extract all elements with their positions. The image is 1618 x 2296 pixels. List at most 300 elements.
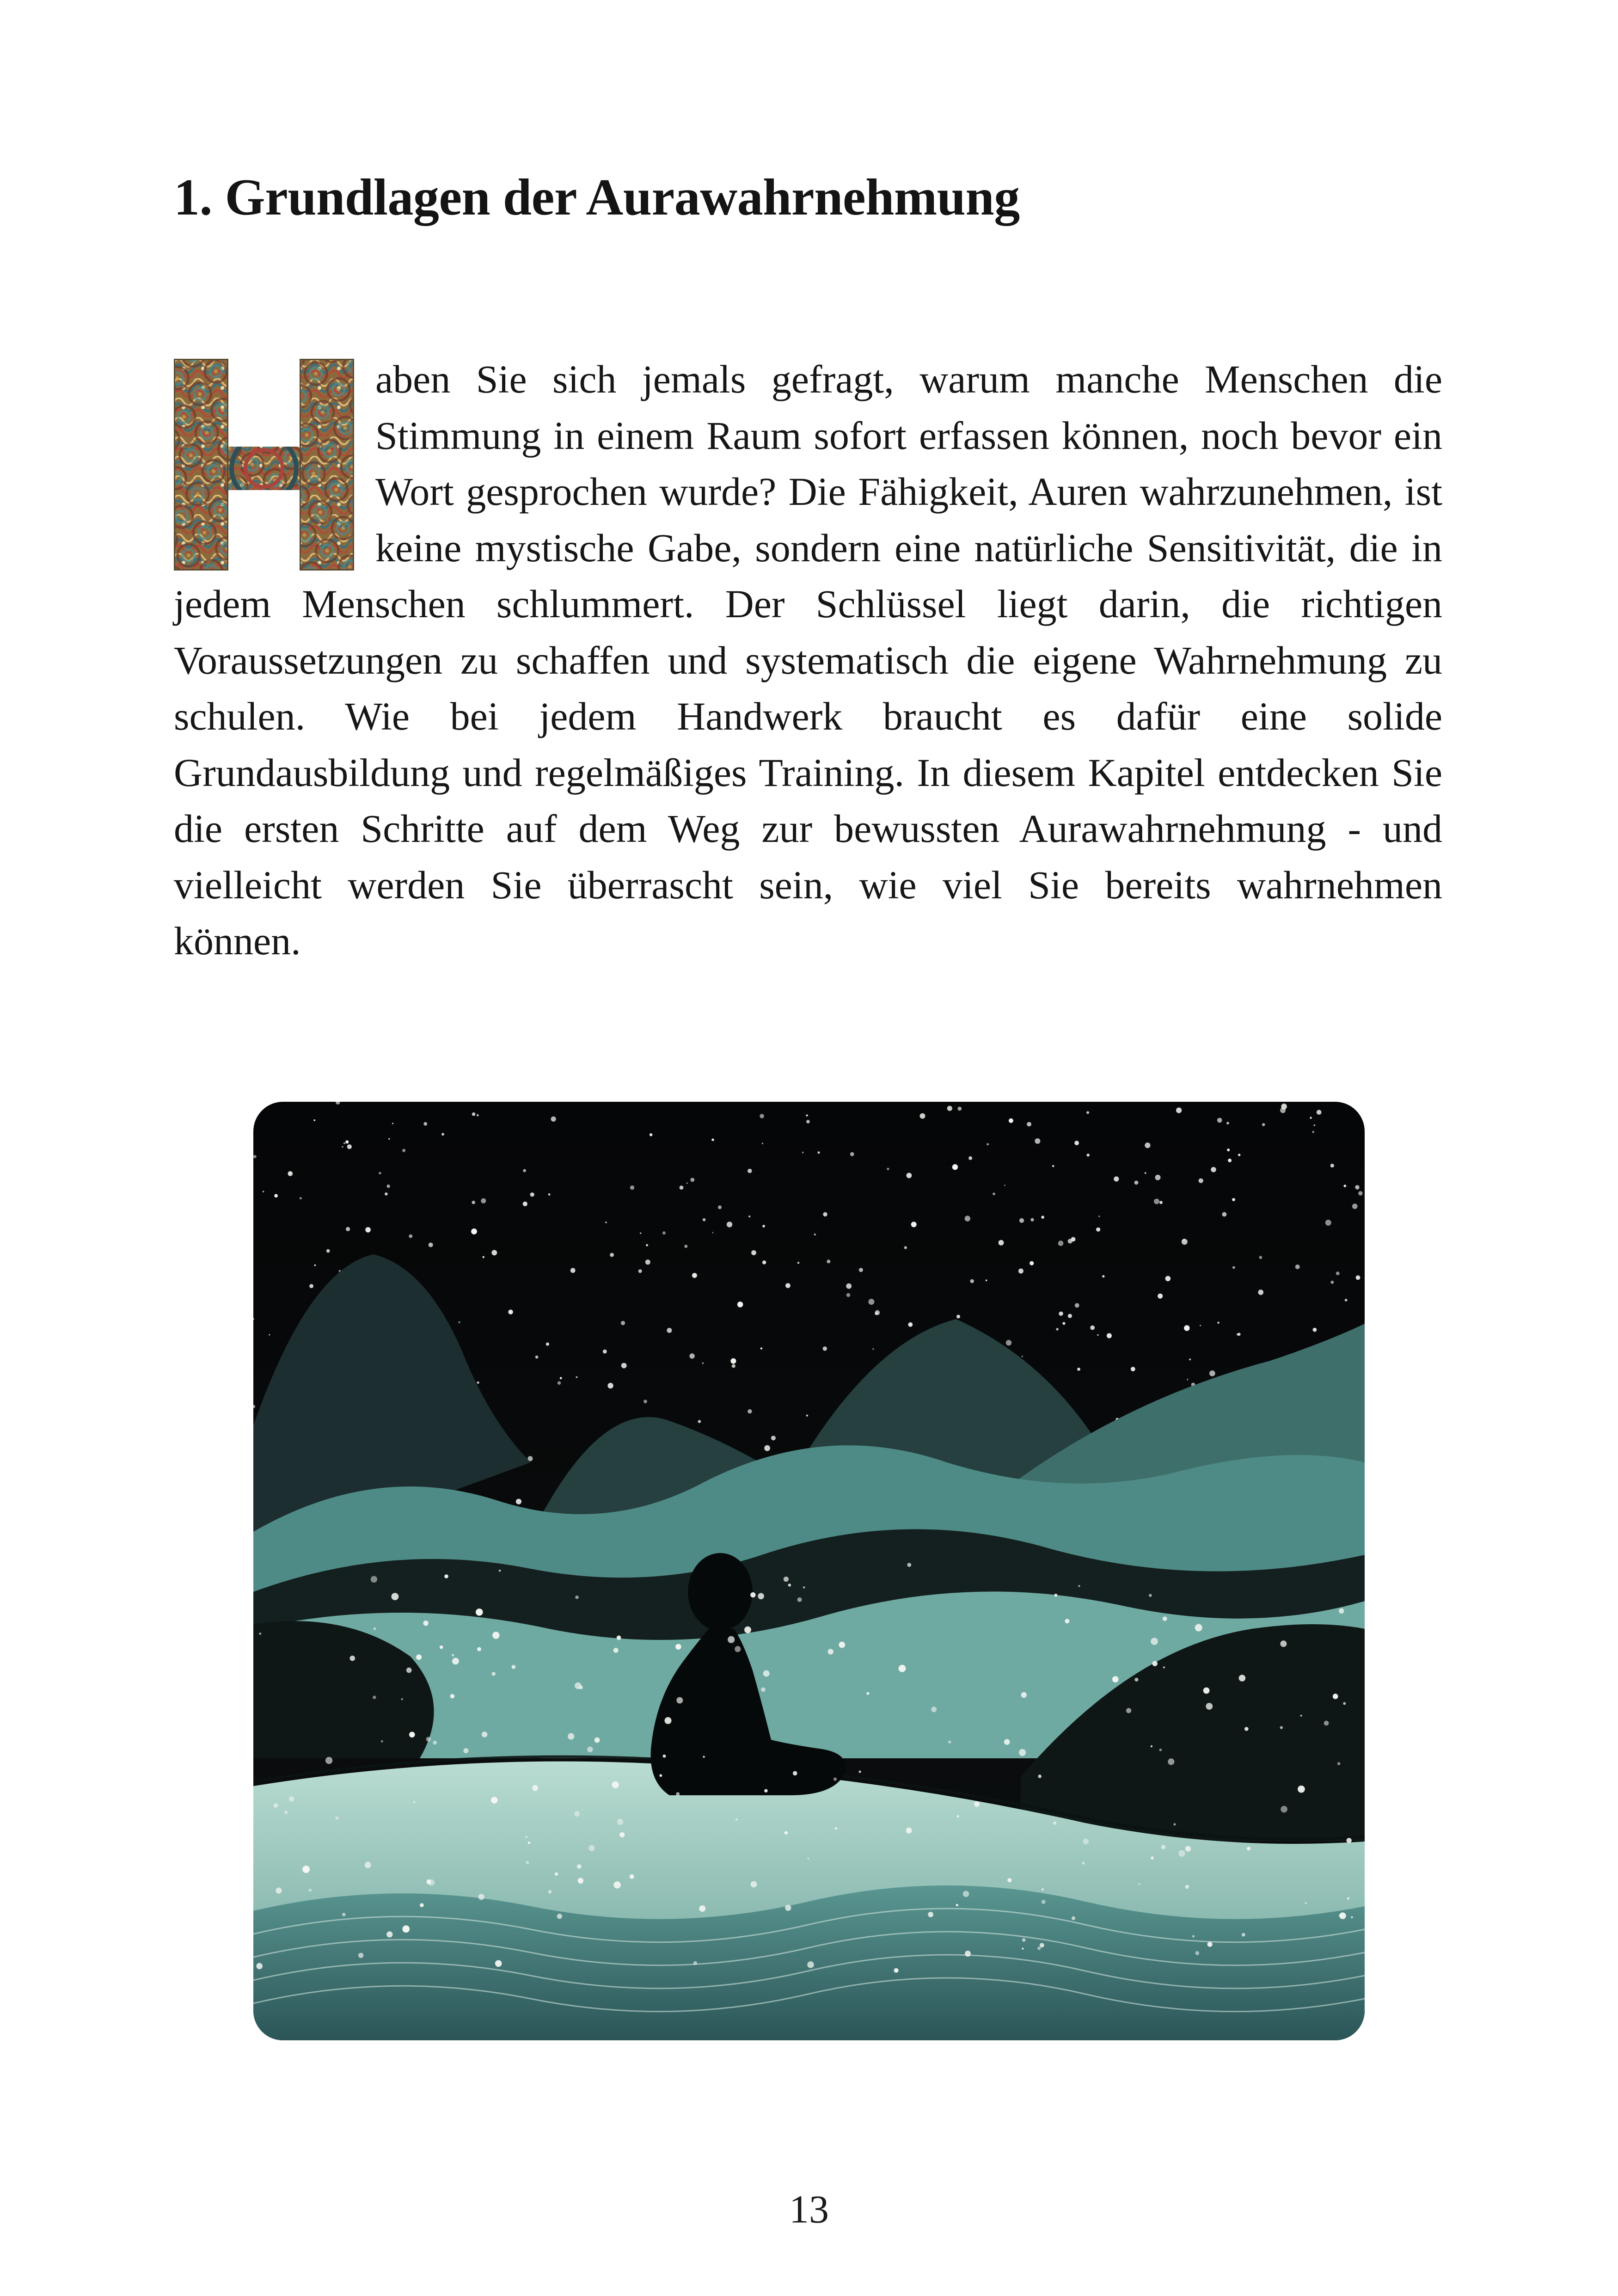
sparkle bbox=[491, 1797, 497, 1803]
star bbox=[342, 1146, 343, 1148]
star bbox=[1059, 1312, 1063, 1316]
star bbox=[771, 1436, 776, 1440]
sparkle bbox=[374, 1627, 376, 1630]
star bbox=[1211, 1167, 1216, 1172]
star bbox=[402, 1149, 405, 1152]
sparkle bbox=[1078, 1585, 1080, 1587]
star bbox=[1313, 1328, 1317, 1332]
star bbox=[603, 1350, 607, 1354]
star bbox=[692, 1273, 697, 1278]
sparkle bbox=[1161, 1845, 1165, 1849]
star bbox=[662, 1231, 666, 1234]
star bbox=[1041, 1216, 1044, 1219]
sparkle bbox=[676, 1697, 683, 1704]
sparkle bbox=[276, 1888, 282, 1894]
sparkle bbox=[365, 1862, 371, 1868]
sparkle bbox=[1151, 1638, 1158, 1645]
star bbox=[1165, 1276, 1171, 1282]
star bbox=[999, 1240, 1004, 1246]
sparkle bbox=[906, 1828, 912, 1834]
star bbox=[806, 1114, 808, 1116]
sparkle bbox=[492, 1672, 496, 1676]
sparkle bbox=[1207, 1942, 1213, 1947]
sparkle bbox=[381, 1740, 383, 1743]
star bbox=[1344, 1185, 1347, 1187]
sparkle bbox=[866, 1692, 869, 1695]
sparkle bbox=[1126, 1708, 1131, 1713]
star bbox=[1295, 1265, 1300, 1269]
sparkle bbox=[350, 1656, 355, 1661]
star bbox=[1145, 1142, 1150, 1148]
star bbox=[868, 1299, 874, 1305]
star bbox=[748, 1216, 750, 1217]
star bbox=[748, 1409, 752, 1413]
sparkle bbox=[302, 1866, 310, 1873]
star bbox=[797, 1262, 800, 1264]
sparkle bbox=[433, 1741, 437, 1745]
star bbox=[712, 1232, 713, 1234]
star bbox=[711, 1139, 714, 1141]
star bbox=[1232, 1266, 1235, 1269]
sparkle bbox=[1185, 1885, 1189, 1889]
star bbox=[388, 1138, 390, 1140]
sparkle bbox=[1082, 1862, 1085, 1865]
star bbox=[1102, 1275, 1104, 1277]
sparkle bbox=[476, 1608, 483, 1616]
sparkle bbox=[1022, 1948, 1024, 1950]
sparkle bbox=[1347, 1838, 1352, 1843]
sparkle bbox=[482, 1731, 487, 1737]
star bbox=[558, 1381, 561, 1385]
sparkle bbox=[1037, 1946, 1041, 1950]
sparkle bbox=[1083, 1839, 1089, 1845]
sparkle bbox=[335, 1817, 338, 1820]
star bbox=[326, 1249, 330, 1253]
sparkle bbox=[1168, 1758, 1174, 1765]
sparkle bbox=[839, 1642, 846, 1648]
star bbox=[346, 1227, 350, 1231]
star bbox=[1237, 1333, 1239, 1336]
star bbox=[1356, 1275, 1361, 1280]
star bbox=[1228, 1159, 1232, 1162]
sparkle bbox=[1239, 1675, 1246, 1682]
star bbox=[1159, 1201, 1163, 1204]
star bbox=[1154, 1199, 1159, 1204]
star bbox=[908, 1322, 913, 1327]
intro-paragraph: aben Sie sich jemals gefragt, warum manche Menschen die Stimmung in einem Raum sofort erfassen können, noch bevor ein Wort gesprochen wurde? Die Fähigkeit, Auren wahrzunehmen, ist keine mystische Gabe, sondern eine natürliche Sensitivität, die in jedem Menschen schlummert. Der Schlüssel liegt darin, die richtigen Voraussetzungen zu schaffen und systematisch die eigene Wahrnehmung zu schulen. Wie bei jedem Handwerk braucht es dafür eine solide Grundausbildung und regelmäßiges Training. In diesem Kapitel entdecken Sie die ersten Schritte auf dem Weg zur bewussten Aurawahrnehmung - und vielleicht werden Sie überrascht sein, wie viel Sie bereits wahrnehmen können. bbox=[174, 357, 1442, 963]
sparkle bbox=[548, 1890, 552, 1893]
sparkle bbox=[450, 1694, 455, 1699]
star bbox=[1158, 1294, 1163, 1299]
star bbox=[274, 1194, 278, 1198]
sparkle bbox=[1054, 1594, 1058, 1597]
ornamental-drop-cap bbox=[174, 359, 354, 571]
star bbox=[764, 1445, 770, 1451]
sparkle bbox=[764, 1789, 767, 1793]
sparkle bbox=[612, 1781, 619, 1788]
sparkle bbox=[386, 1931, 392, 1937]
star bbox=[576, 1376, 578, 1378]
star bbox=[523, 1202, 527, 1206]
star bbox=[548, 1193, 551, 1196]
star bbox=[1325, 1220, 1331, 1226]
sparkle bbox=[1004, 1739, 1010, 1745]
star bbox=[1097, 1334, 1098, 1336]
star bbox=[956, 1315, 960, 1319]
star bbox=[986, 1279, 987, 1281]
star bbox=[645, 1259, 650, 1265]
star bbox=[1077, 1368, 1080, 1371]
star bbox=[1027, 1122, 1031, 1127]
star bbox=[846, 1283, 852, 1289]
sparkle bbox=[1065, 1619, 1070, 1623]
star bbox=[1336, 1271, 1340, 1275]
sparkle bbox=[1195, 1951, 1199, 1955]
star bbox=[640, 1233, 641, 1234]
sparkle bbox=[342, 1913, 346, 1916]
star bbox=[1330, 1281, 1334, 1284]
star bbox=[1227, 1148, 1230, 1151]
sparkle bbox=[750, 1592, 755, 1597]
sparkle bbox=[420, 1903, 424, 1907]
sparkle bbox=[613, 1881, 620, 1888]
sparkle bbox=[931, 1707, 937, 1712]
star bbox=[1232, 1198, 1235, 1201]
star bbox=[1052, 1165, 1054, 1167]
sparkle bbox=[663, 1755, 666, 1758]
sparkle bbox=[907, 1563, 911, 1567]
star bbox=[535, 1356, 539, 1359]
star bbox=[269, 1334, 270, 1336]
sparkle bbox=[735, 1818, 737, 1820]
sparkle bbox=[1339, 1608, 1344, 1614]
star bbox=[698, 1420, 701, 1423]
star bbox=[1176, 1107, 1182, 1113]
star bbox=[477, 1114, 479, 1117]
star bbox=[1090, 1326, 1095, 1330]
sparkle bbox=[452, 1654, 454, 1657]
star bbox=[911, 1222, 917, 1227]
star bbox=[1006, 1340, 1011, 1345]
sparkle bbox=[788, 1584, 791, 1586]
page-number: 13 bbox=[789, 2187, 829, 2231]
sparkle bbox=[577, 1864, 582, 1869]
star bbox=[347, 1144, 352, 1149]
star bbox=[1004, 1185, 1005, 1186]
sparkle bbox=[797, 1597, 802, 1602]
sparkle bbox=[784, 1577, 789, 1582]
sparkle bbox=[699, 1905, 705, 1912]
sparkle bbox=[619, 1832, 625, 1837]
sparkle bbox=[1203, 1688, 1210, 1694]
star bbox=[1022, 1356, 1023, 1357]
star bbox=[748, 1169, 752, 1173]
sparkle bbox=[1042, 1900, 1046, 1904]
sparkle bbox=[512, 1665, 516, 1669]
sparkle bbox=[1280, 1640, 1287, 1647]
sparkle bbox=[1022, 1938, 1026, 1942]
star bbox=[1313, 1124, 1315, 1126]
sparkle bbox=[578, 1878, 584, 1884]
star bbox=[605, 1222, 607, 1223]
star bbox=[516, 1499, 521, 1504]
star bbox=[732, 1364, 735, 1368]
sparkle bbox=[1151, 1856, 1154, 1860]
sparkle bbox=[1351, 1916, 1353, 1918]
sparkle bbox=[440, 1645, 443, 1649]
star bbox=[993, 1192, 995, 1195]
sparkle bbox=[1053, 1822, 1056, 1825]
sparkle bbox=[1134, 1678, 1138, 1682]
star bbox=[689, 1353, 694, 1358]
sparkle bbox=[948, 1741, 951, 1743]
chapter-heading: 1. Grundlagen der Aurawahrnehmung bbox=[174, 169, 1020, 226]
sparkle bbox=[1324, 1721, 1329, 1726]
sparkle bbox=[703, 1756, 705, 1758]
star bbox=[1310, 1117, 1312, 1119]
sparkle bbox=[807, 1961, 814, 1968]
sparkle bbox=[1339, 1914, 1342, 1917]
star bbox=[300, 1197, 302, 1199]
star bbox=[958, 1107, 962, 1111]
star bbox=[859, 1268, 863, 1272]
sparkle bbox=[428, 1879, 435, 1886]
star bbox=[730, 1358, 736, 1364]
sparkle bbox=[371, 1576, 377, 1583]
star bbox=[472, 1112, 476, 1116]
star bbox=[1096, 1228, 1100, 1232]
star bbox=[607, 1383, 613, 1388]
star bbox=[491, 1250, 497, 1256]
star bbox=[313, 1119, 315, 1121]
sparkle bbox=[894, 1968, 899, 1973]
star bbox=[570, 1268, 576, 1273]
sparkle bbox=[957, 1815, 959, 1817]
star bbox=[630, 1185, 634, 1190]
sparkle bbox=[808, 1858, 809, 1860]
sparkle bbox=[413, 1801, 416, 1804]
sparkle bbox=[423, 1621, 428, 1626]
sparkle bbox=[358, 1953, 363, 1958]
sparkle bbox=[675, 1644, 681, 1650]
sparkle bbox=[499, 1570, 501, 1572]
star bbox=[762, 1260, 766, 1264]
star bbox=[253, 1155, 257, 1158]
meditation-landscape-illustration bbox=[253, 1102, 1365, 2040]
star bbox=[802, 1152, 804, 1154]
sparkle bbox=[1042, 1888, 1044, 1891]
sparkle bbox=[974, 1801, 980, 1807]
sparkle bbox=[409, 1732, 415, 1738]
star bbox=[952, 1164, 958, 1170]
sparkle bbox=[793, 1771, 797, 1776]
sparkle bbox=[587, 1747, 593, 1752]
star bbox=[817, 1151, 820, 1154]
sparkle bbox=[289, 1796, 294, 1801]
sparkle bbox=[758, 1593, 764, 1600]
sparkle bbox=[594, 1737, 600, 1743]
star bbox=[1222, 1212, 1227, 1217]
sparkle bbox=[617, 1819, 623, 1825]
star bbox=[823, 1212, 827, 1216]
sparkle bbox=[728, 1636, 735, 1643]
sparkle bbox=[1337, 1762, 1341, 1765]
sparkle bbox=[676, 1792, 680, 1796]
star bbox=[1184, 1325, 1189, 1331]
sparkle bbox=[1195, 1624, 1202, 1632]
star bbox=[872, 1348, 874, 1350]
star bbox=[904, 1246, 907, 1249]
star bbox=[409, 1234, 412, 1238]
star bbox=[1114, 1176, 1119, 1181]
star bbox=[1062, 1322, 1065, 1325]
sparkle bbox=[1040, 1943, 1044, 1947]
star bbox=[1131, 1367, 1135, 1371]
sparkle bbox=[803, 1586, 805, 1588]
star bbox=[481, 1198, 486, 1203]
star bbox=[1056, 1328, 1058, 1330]
sparkle bbox=[963, 1891, 969, 1897]
sparkle bbox=[528, 1842, 531, 1844]
star bbox=[1009, 1118, 1013, 1123]
star bbox=[965, 1216, 970, 1221]
star bbox=[947, 1106, 952, 1111]
star bbox=[814, 1234, 816, 1235]
sparkle bbox=[1185, 1846, 1191, 1852]
sparkle bbox=[1112, 1676, 1119, 1682]
star bbox=[263, 1191, 264, 1192]
star bbox=[423, 1122, 427, 1126]
sparkle bbox=[1343, 1702, 1346, 1705]
sparkle bbox=[834, 1777, 837, 1780]
sparkle bbox=[444, 1574, 448, 1578]
sparkle bbox=[532, 1785, 538, 1791]
sparkle bbox=[259, 1633, 261, 1635]
sparkle bbox=[309, 1889, 312, 1891]
star bbox=[1086, 1111, 1089, 1114]
star bbox=[483, 1256, 484, 1258]
star bbox=[365, 1227, 371, 1233]
star bbox=[1155, 1175, 1161, 1180]
star bbox=[644, 1400, 647, 1403]
star bbox=[472, 1201, 475, 1204]
sparkle bbox=[613, 1648, 619, 1653]
sparkle bbox=[526, 1861, 529, 1864]
star bbox=[875, 1310, 880, 1315]
star bbox=[386, 1185, 390, 1188]
star bbox=[680, 1185, 684, 1190]
star bbox=[1238, 1154, 1240, 1156]
sparkle bbox=[392, 1593, 399, 1600]
star bbox=[1258, 1289, 1263, 1295]
star bbox=[1030, 1261, 1034, 1265]
sparkle bbox=[1151, 1745, 1152, 1747]
star bbox=[760, 1347, 762, 1349]
sparkle bbox=[630, 1874, 634, 1879]
sparkle bbox=[557, 1914, 562, 1919]
star bbox=[1262, 1123, 1265, 1126]
star bbox=[920, 1113, 925, 1119]
star bbox=[970, 1279, 974, 1283]
sparkle bbox=[1149, 1594, 1152, 1597]
star bbox=[968, 1156, 972, 1160]
sparkle bbox=[1298, 1786, 1305, 1793]
sparkle bbox=[492, 1632, 499, 1639]
star bbox=[827, 1259, 830, 1263]
star bbox=[667, 1328, 672, 1333]
sparkle bbox=[928, 1912, 933, 1917]
star bbox=[1355, 1185, 1359, 1189]
sparkle bbox=[693, 1961, 697, 1965]
sparkle bbox=[835, 1827, 837, 1829]
sparkle bbox=[1138, 1883, 1140, 1885]
star bbox=[762, 1225, 765, 1228]
sparkle bbox=[1206, 1703, 1213, 1710]
star bbox=[1187, 1379, 1188, 1380]
star bbox=[1226, 1122, 1229, 1124]
star bbox=[823, 1346, 827, 1351]
sparkle bbox=[416, 1654, 422, 1660]
star bbox=[1217, 1118, 1222, 1123]
sparkle bbox=[761, 1688, 766, 1692]
star bbox=[1018, 1269, 1024, 1274]
star bbox=[1358, 1191, 1362, 1195]
sparkle bbox=[588, 1845, 594, 1851]
star bbox=[1209, 1370, 1215, 1376]
star bbox=[530, 1192, 534, 1197]
star bbox=[309, 1284, 313, 1288]
star bbox=[1280, 1108, 1286, 1113]
star bbox=[379, 1172, 381, 1174]
star bbox=[459, 1321, 460, 1323]
star bbox=[762, 1142, 763, 1144]
star bbox=[987, 1143, 989, 1146]
sparkle bbox=[859, 1770, 861, 1773]
star bbox=[1087, 1154, 1090, 1156]
star bbox=[646, 1244, 648, 1246]
sparkle bbox=[1178, 1850, 1185, 1857]
star bbox=[343, 1142, 345, 1144]
star bbox=[1182, 1239, 1188, 1245]
sparkle bbox=[1019, 1749, 1026, 1756]
star bbox=[1345, 1299, 1348, 1301]
star bbox=[785, 1283, 791, 1288]
sparkle bbox=[1242, 1933, 1245, 1937]
star bbox=[1074, 1141, 1079, 1145]
sparkle bbox=[1247, 1847, 1250, 1850]
sparkle bbox=[256, 1963, 263, 1970]
sparkle bbox=[568, 1733, 574, 1740]
sparkle bbox=[1192, 1935, 1195, 1938]
sparkle bbox=[478, 1894, 484, 1900]
sparkle bbox=[1347, 1897, 1349, 1900]
sparkle bbox=[325, 1757, 332, 1764]
star bbox=[1352, 1203, 1358, 1209]
star bbox=[686, 1183, 688, 1184]
star bbox=[441, 1133, 444, 1136]
sparkle bbox=[1163, 1616, 1167, 1621]
sparkle bbox=[1173, 1823, 1176, 1825]
star bbox=[806, 1415, 808, 1417]
sparkle bbox=[555, 1872, 558, 1876]
sparkle bbox=[784, 1831, 788, 1835]
star bbox=[703, 1218, 706, 1222]
star bbox=[1134, 1181, 1139, 1185]
star bbox=[702, 1363, 704, 1364]
sparkle bbox=[575, 1682, 581, 1689]
sparkle bbox=[1280, 1726, 1283, 1729]
star bbox=[907, 1173, 912, 1179]
